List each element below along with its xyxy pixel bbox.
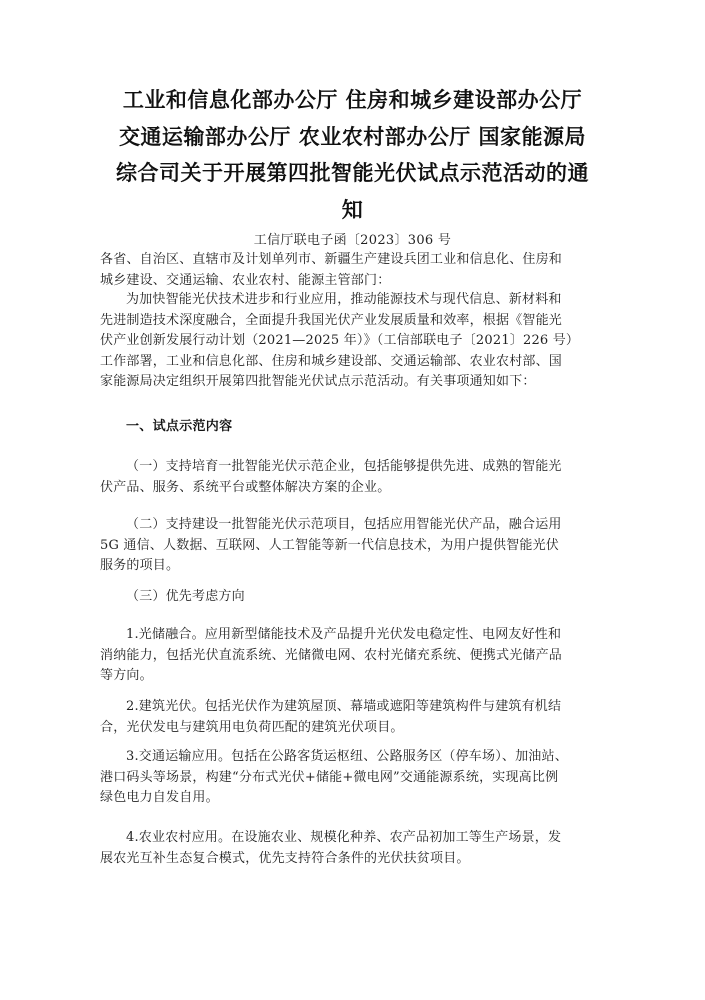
item-1-line-2: 伏产品、服务、系统平台或整体解决方案的企业。 xyxy=(100,479,391,495)
addressee xyxy=(100,250,610,291)
item-1-paragraph xyxy=(100,457,610,498)
intro-line-1: 为加快智能光伏技术进步和行业应用，推动能源技术与现代信息、新材料和 xyxy=(126,292,562,307)
direction-3-line-3: 绿色电力自发自用。 xyxy=(100,790,219,805)
document-title xyxy=(80,82,625,228)
intro-line-3: 伏产业创新发展行动计划（2021—2025 年）》（工信部联电子〔2021〕226 号） xyxy=(100,333,580,348)
title-line-1: 工业和信息化部办公厅 住房和城乡建设部办公厅 xyxy=(122,88,583,112)
item-3-line-1: （三）优先考虑方向 xyxy=(126,589,245,604)
item-1-line-1: （一）支持培育一批智能光伏示范企业，包括能够提供先进、成熟的智能光 xyxy=(126,459,562,474)
direction-3-line-1: 3.交通运输应用。包括在公路客货运枢纽、公路服务区（停车场）、加油站、 xyxy=(126,749,568,764)
direction-1-line-1: 1.光储融合。应用新型储能技术及产品提升光伏发电稳定性、电网友好性和 xyxy=(126,627,562,642)
item-2-paragraph xyxy=(100,515,610,577)
direction-4-line-1: 4.农业农村应用。在设施农业、规模化种养、农产品初加工等生产场景，发 xyxy=(126,830,562,845)
direction-4-line-2: 展农光互补生态复合模式，优先支持符合条件的光伏扶贫项目。 xyxy=(100,850,470,866)
intro-paragraph xyxy=(100,290,610,393)
title-line-4: 知 xyxy=(341,197,364,222)
direction-1-line-3: 等方向。 xyxy=(100,668,153,683)
document-number: 工信厅联电子函〔2023〕306 号 xyxy=(253,233,452,248)
section-heading-1: 一、试点示范内容 xyxy=(126,419,233,434)
direction-2-line-2: 合，光伏发电与建筑用电负荷匹配的建筑光伏项目。 xyxy=(100,719,404,735)
direction-3-line-2: 港口码头等场景，构建“分布式光伏+储能+微电网”交通能源系统，实现高比例 xyxy=(100,769,559,785)
addressee-line-1: 各省、自治区、直辖市及计划单列市、新疆生产建设兵团工业和信息化、住房和 xyxy=(100,252,563,267)
direction-3-paragraph xyxy=(100,747,610,809)
title-line-3: 综合司关于开展第四批智能光伏试点示范活动的通 xyxy=(116,161,589,185)
direction-2-line-1: 2.建筑光伏。包括光伏作为建筑屋顶、幕墙或遮阳等建筑构件与建筑有机结 xyxy=(126,699,562,714)
item-3-paragraph xyxy=(100,587,610,608)
direction-1-paragraph xyxy=(100,625,610,687)
item-2-line-1: （二）支持建设一批智能光伏示范项目，包括应用智能光伏产品，融合运用 xyxy=(126,517,562,532)
intro-line-5: 家能源局决定组织开展第四批智能光伏试点示范活动。有关事项通知如下： xyxy=(100,374,536,389)
item-2-line-2: 5G 通信、人数据、互联网、人工智能等新一代信息技术，为用户提供智能光伏 xyxy=(100,537,559,553)
title-line-2: 交通运输部办公厅 农业农村部办公厅 国家能源局 xyxy=(118,124,587,149)
direction-1-line-2: 消纳能力，包括光伏直流系统、光储微电网、农村光储充系统、便携式光储产品 xyxy=(100,647,563,663)
direction-2-paragraph xyxy=(100,697,610,738)
addressee-line-2: 城乡建设、交通运输、农业农村、能源主管部门： xyxy=(100,272,391,288)
direction-4-paragraph xyxy=(100,828,610,869)
intro-line-4: 工作部署，工业和信息化部、住房和城乡建设部、交通运输部、农业农村部、国 xyxy=(100,353,563,369)
intro-line-2: 先进制造技术深度融合，全面提升我国光伏产业发展质量和效率，根据《智能光 xyxy=(100,312,563,328)
item-2-line-3: 服务的项目。 xyxy=(100,558,180,573)
